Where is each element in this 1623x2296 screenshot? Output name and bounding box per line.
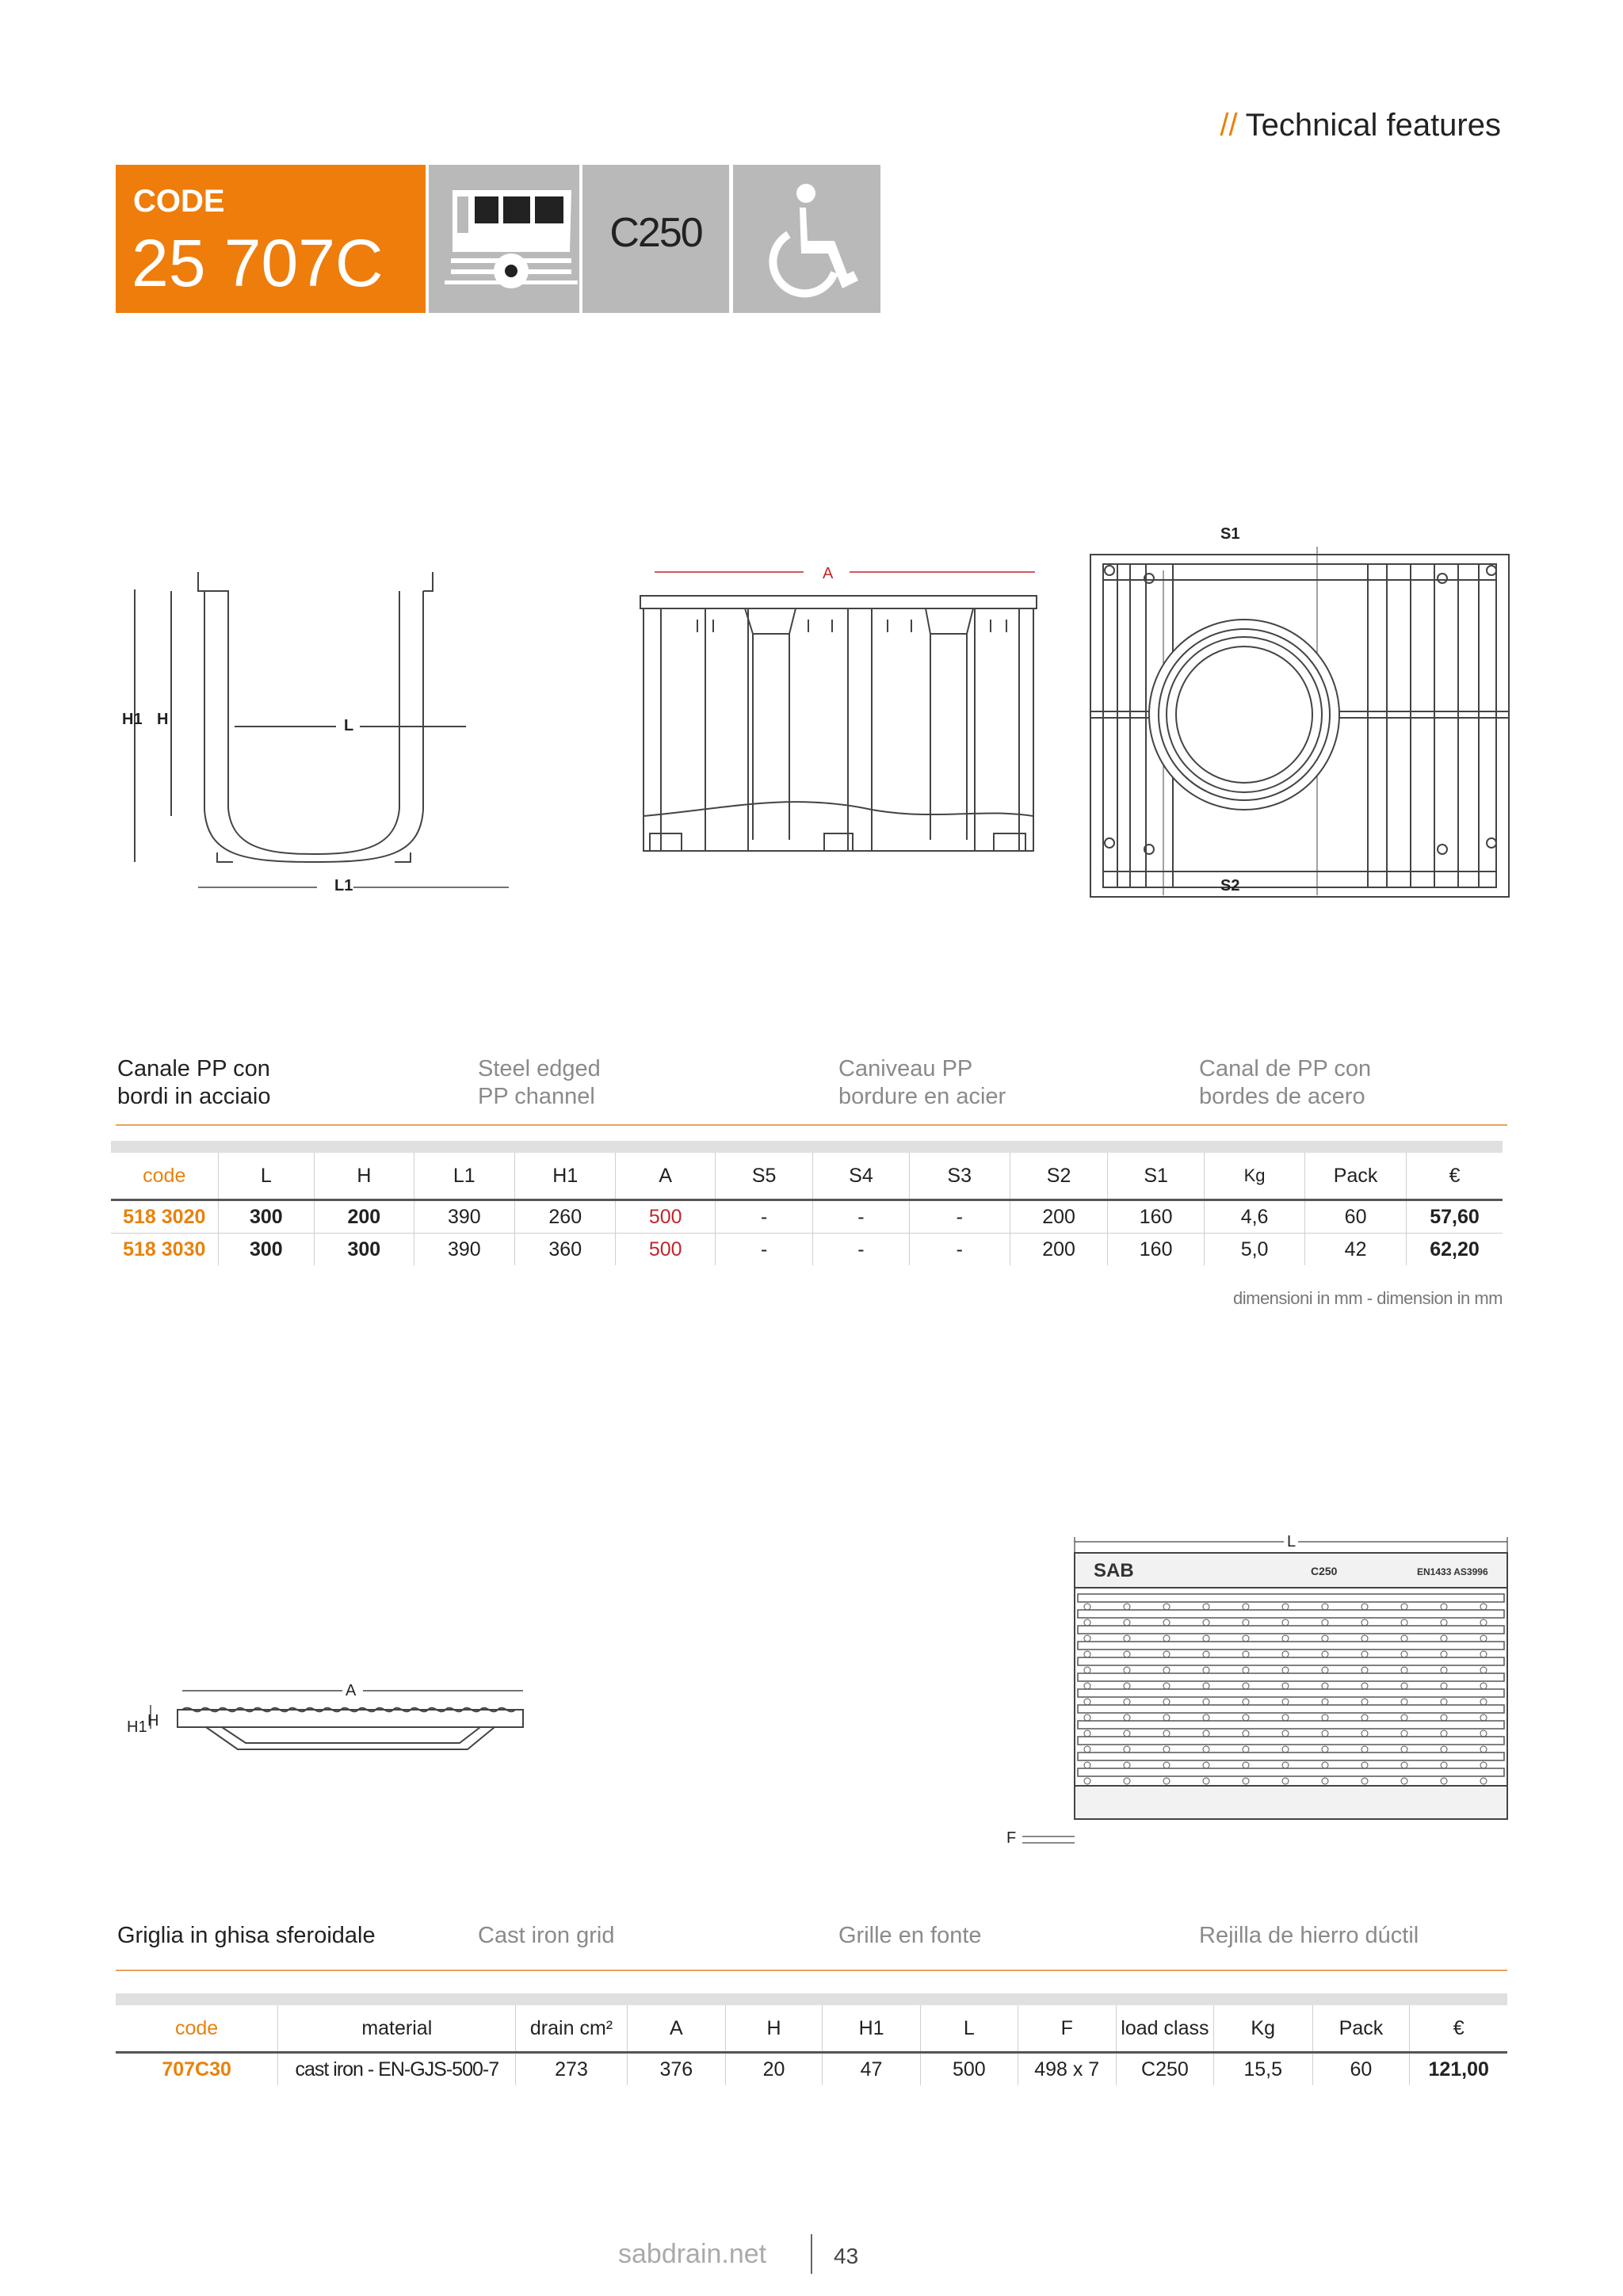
cell: 376 xyxy=(627,2053,725,2086)
col-header: Kg xyxy=(1204,1147,1304,1200)
cell: 498 x 7 xyxy=(1018,2053,1116,2086)
cell: 15,5 xyxy=(1213,2053,1312,2086)
cell: 300 xyxy=(218,1234,315,1266)
channel-desc-en xyxy=(478,1055,601,1111)
cell: - xyxy=(813,1234,909,1266)
cell: 60 xyxy=(1312,2053,1410,2086)
col-header: Pack xyxy=(1305,1147,1407,1200)
col-header: H xyxy=(315,1147,414,1200)
s1-dim-label: S1 xyxy=(1220,525,1240,543)
desc-line: PP channel xyxy=(478,1084,595,1109)
cell: 160 xyxy=(1108,1234,1205,1266)
cell: 500 xyxy=(921,2053,1018,2086)
col-header: Kg xyxy=(1213,2000,1312,2053)
footer-divider xyxy=(811,2234,812,2274)
col-header: S2 xyxy=(1010,1147,1108,1200)
cell: - xyxy=(715,1200,812,1234)
wheelchair-icon xyxy=(733,165,880,313)
grid-desc-es: Rejilla de hierro dúctil xyxy=(1199,1923,1419,1948)
table-header-row xyxy=(116,2000,1507,2053)
desc-line: bordi in acciaio xyxy=(117,1084,271,1109)
cell: 300 xyxy=(315,1234,414,1266)
channel-section-drawing xyxy=(116,555,528,903)
divider xyxy=(116,1970,1507,1971)
desc-line: Canal de PP con xyxy=(1199,1056,1372,1081)
col-header: code xyxy=(116,2000,278,2053)
col-header: material xyxy=(278,2000,516,2053)
cell: 518 3030 xyxy=(123,1238,206,1261)
col-header: H1 xyxy=(823,2000,921,2053)
desc-line: Caniveau PP xyxy=(838,1056,973,1081)
desc-line: bordes de acero xyxy=(1199,1084,1365,1109)
section-title xyxy=(1220,108,1501,143)
s2-dim-label: S2 xyxy=(1220,877,1240,894)
cell: 20 xyxy=(726,2053,823,2086)
cell: - xyxy=(909,1234,1010,1266)
cell: 42 xyxy=(1305,1234,1407,1266)
grid-desc-fr: Grille en fonte xyxy=(838,1923,982,1948)
grid-f-label: F xyxy=(1006,1829,1017,1847)
cell: 200 xyxy=(315,1200,414,1234)
cell: 500 xyxy=(616,1200,715,1234)
h-dim-label: H xyxy=(157,711,169,728)
cell: 47 xyxy=(823,2053,921,2086)
grid-l-label: L xyxy=(1287,1533,1296,1550)
cell: cast iron - EN-GJS-500-7 xyxy=(278,2053,516,2086)
bus-icon xyxy=(429,165,579,313)
divider xyxy=(116,1124,1507,1126)
cell: 121,00 xyxy=(1410,2053,1507,2086)
col-header: H1 xyxy=(515,1147,616,1200)
title-slashes: // xyxy=(1220,108,1238,143)
grid-spec-table xyxy=(116,1993,1507,2085)
product-code-box xyxy=(116,165,426,313)
l1-dim-label: L1 xyxy=(334,877,353,894)
grid-desc-it: Griglia in ghisa sferoidale xyxy=(117,1923,376,1948)
col-header: drain cm² xyxy=(516,2000,627,2053)
cell: - xyxy=(813,1200,909,1234)
desc-line: Canale PP con xyxy=(117,1056,270,1081)
col-header: code xyxy=(111,1147,218,1200)
title-text: Technical features xyxy=(1245,108,1501,143)
grid-class-marking: C250 xyxy=(1311,1565,1338,1577)
col-header: A xyxy=(627,2000,725,2053)
grid-h-label: H xyxy=(147,1712,159,1730)
footer-site: sabdrain.net xyxy=(618,2239,767,2269)
table-row xyxy=(111,1200,1503,1234)
grid-bars xyxy=(1078,1594,1504,1784)
cell: 57,60 xyxy=(1406,1200,1503,1234)
a-dim-label: A xyxy=(823,565,834,582)
channel-side-drawing xyxy=(634,555,1046,903)
col-header: F xyxy=(1018,2000,1116,2053)
cell: 260 xyxy=(515,1200,616,1234)
col-header: L1 xyxy=(414,1147,514,1200)
grid-plan-drawing xyxy=(1006,1521,1514,1886)
l-dim-label: L xyxy=(344,717,354,734)
col-header: € xyxy=(1410,2000,1507,2053)
grid-brand-marking: SAB xyxy=(1094,1560,1134,1581)
col-header: A xyxy=(616,1147,715,1200)
cell: 360 xyxy=(515,1234,616,1266)
col-header: L xyxy=(218,1147,315,1200)
cell: 300 xyxy=(218,1200,315,1234)
grid-a-label: A xyxy=(346,1682,357,1699)
cell: 518 3020 xyxy=(111,1200,218,1234)
load-class-badge: C250 xyxy=(582,165,729,313)
cell: 707C30 xyxy=(162,2058,231,2081)
col-header: S5 xyxy=(715,1147,812,1200)
col-header: S1 xyxy=(1108,1147,1205,1200)
grid-h1-label: H1 xyxy=(127,1718,147,1736)
table-header-row xyxy=(111,1147,1503,1200)
dimension-note: dimensioni in mm - dimension in mm xyxy=(1233,1288,1503,1308)
col-header: Pack xyxy=(1312,2000,1410,2053)
page-number: 43 xyxy=(834,2244,859,2268)
col-header: S3 xyxy=(909,1147,1010,1200)
cell: 500 xyxy=(616,1234,715,1266)
cell: C250 xyxy=(1116,2053,1213,2086)
col-header: S4 xyxy=(813,1147,909,1200)
channel-desc-fr xyxy=(838,1055,1006,1111)
cell: 200 xyxy=(1010,1234,1108,1266)
col-header: € xyxy=(1406,1147,1503,1200)
desc-line: Steel edged xyxy=(478,1056,601,1081)
cell: 390 xyxy=(414,1200,514,1234)
cell: 390 xyxy=(414,1234,514,1266)
grid-standard-marking: EN1433 AS3996 xyxy=(1417,1566,1488,1577)
cell: 5,0 xyxy=(1204,1234,1304,1266)
channel-plan-drawing xyxy=(1086,515,1514,903)
cell: - xyxy=(715,1234,812,1266)
h1-dim-label: H1 xyxy=(122,711,143,728)
table-row xyxy=(111,1234,1503,1266)
cell: - xyxy=(909,1200,1010,1234)
col-header: H xyxy=(726,2000,823,2053)
desc-line: bordure en acier xyxy=(838,1084,1006,1109)
channel-spec-table xyxy=(111,1141,1503,1265)
cell: 200 xyxy=(1010,1200,1108,1234)
cell: 60 xyxy=(1305,1200,1407,1234)
table-row xyxy=(116,2053,1507,2086)
col-header: L xyxy=(921,2000,1018,2053)
cell: 273 xyxy=(516,2053,627,2086)
col-header: load class xyxy=(1116,2000,1213,2053)
cell: 160 xyxy=(1108,1200,1205,1234)
channel-desc-it xyxy=(117,1055,270,1111)
cell: 62,20 xyxy=(1406,1234,1503,1266)
grid-section-drawing xyxy=(119,1664,539,1759)
code-label: CODE xyxy=(133,184,225,219)
channel-desc-es xyxy=(1199,1055,1371,1111)
cell: 4,6 xyxy=(1204,1200,1304,1234)
code-value: 25 707C xyxy=(132,226,384,300)
grid-desc-en: Cast iron grid xyxy=(478,1923,615,1948)
